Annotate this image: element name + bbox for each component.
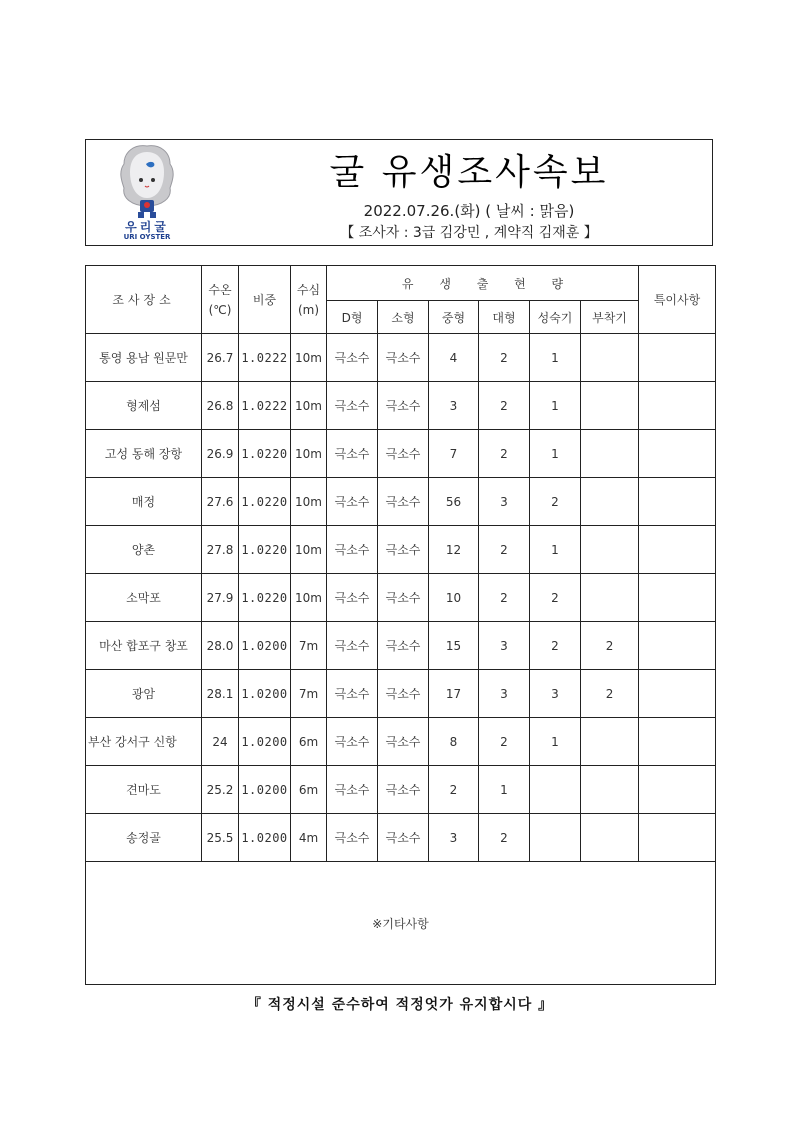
page-title: 굴 유생조사속보 <box>329 152 609 193</box>
attached-cell: 2 <box>581 670 639 718</box>
header-medium: 중형 <box>429 301 479 334</box>
attached-cell <box>581 766 639 814</box>
specific-gravity-cell: 1.0220 <box>239 478 291 526</box>
mature-cell: 1 <box>530 526 581 574</box>
attached-cell <box>581 718 639 766</box>
depth-cell: 4m <box>291 814 327 862</box>
mature-cell: 1 <box>530 718 581 766</box>
specific-gravity-cell: 1.0200 <box>239 670 291 718</box>
specific-gravity-cell: 1.0220 <box>239 526 291 574</box>
attached-cell: 2 <box>581 622 639 670</box>
table-row <box>86 478 716 526</box>
d-type-cell: 극소수 <box>327 670 378 718</box>
header-depth <box>291 266 327 334</box>
small-cell: 극소수 <box>378 766 429 814</box>
d-type-cell: 극소수 <box>327 382 378 430</box>
water-temp-cell: 25.2 <box>202 766 239 814</box>
logo-text-english: URI OYSTER <box>123 233 171 241</box>
d-type-cell: 극소수 <box>327 334 378 382</box>
depth-cell: 7m <box>291 670 327 718</box>
special-notes-cell <box>639 382 716 430</box>
specific-gravity-cell: 1.0222 <box>239 334 291 382</box>
specific-gravity-cell: 1.0200 <box>239 814 291 862</box>
place-cell: 고성 동해 장항 <box>86 430 202 478</box>
attached-cell <box>581 478 639 526</box>
header-large: 대형 <box>479 301 530 334</box>
water-temp-cell: 26.8 <box>202 382 239 430</box>
depth-cell: 7m <box>291 622 327 670</box>
header-water-temp-unit: (℃) <box>208 302 232 317</box>
small-cell: 극소수 <box>378 478 429 526</box>
header-depth-unit: (m) <box>297 302 320 317</box>
mature-cell <box>530 814 581 862</box>
large-cell: 2 <box>479 718 530 766</box>
water-temp-cell: 26.9 <box>202 430 239 478</box>
mature-cell: 2 <box>530 574 581 622</box>
medium-cell: 8 <box>429 718 479 766</box>
special-notes-cell <box>639 526 716 574</box>
depth-cell: 10m <box>291 478 327 526</box>
header-row-1 <box>86 266 716 301</box>
other-notes-cell <box>86 862 716 985</box>
water-temp-cell: 27.9 <box>202 574 239 622</box>
special-notes-cell <box>639 814 716 862</box>
attached-cell <box>581 334 639 382</box>
water-temp-cell: 27.6 <box>202 478 239 526</box>
header-water-temp-label: 수온 <box>208 282 232 297</box>
small-cell: 극소수 <box>378 574 429 622</box>
large-cell: 2 <box>479 382 530 430</box>
water-temp-cell: 28.0 <box>202 622 239 670</box>
attached-cell <box>581 382 639 430</box>
depth-cell: 10m <box>291 430 327 478</box>
mature-cell: 1 <box>530 430 581 478</box>
table-row <box>86 382 716 430</box>
attached-cell <box>581 574 639 622</box>
table-row <box>86 574 716 622</box>
d-type-cell: 극소수 <box>327 574 378 622</box>
header-place: 조사장소 <box>86 266 202 334</box>
medium-cell: 56 <box>429 478 479 526</box>
place-cell: 견마도 <box>86 766 202 814</box>
d-type-cell: 극소수 <box>327 718 378 766</box>
depth-cell: 6m <box>291 766 327 814</box>
water-temp-cell: 27.8 <box>202 526 239 574</box>
depth-cell: 10m <box>291 574 327 622</box>
place-cell: 마산 합포구 창포 <box>86 622 202 670</box>
special-notes-cell <box>639 334 716 382</box>
specific-gravity-cell: 1.0222 <box>239 382 291 430</box>
header-special-notes: 특이사항 <box>639 266 716 334</box>
large-cell: 3 <box>479 622 530 670</box>
specific-gravity-cell: 1.0200 <box>239 622 291 670</box>
mature-cell: 2 <box>530 622 581 670</box>
water-temp-cell: 28.1 <box>202 670 239 718</box>
depth-cell: 6m <box>291 718 327 766</box>
specific-gravity-cell: 1.0200 <box>239 718 291 766</box>
larvae-survey-table <box>85 265 716 985</box>
table-row <box>86 430 716 478</box>
place-cell: 광암 <box>86 670 202 718</box>
logo-text-korean: 우리굴 <box>125 220 169 234</box>
table-row <box>86 718 716 766</box>
table-row <box>86 814 716 862</box>
oyster-mascot-icon <box>110 142 184 220</box>
table-row <box>86 766 716 814</box>
attached-cell <box>581 814 639 862</box>
header-d-type: D형 <box>327 301 378 334</box>
large-cell: 3 <box>479 478 530 526</box>
table-row <box>86 670 716 718</box>
header-water-temp <box>202 266 239 334</box>
depth-cell: 10m <box>291 526 327 574</box>
water-temp-cell: 24 <box>202 718 239 766</box>
special-notes-cell <box>639 478 716 526</box>
place-cell: 양촌 <box>86 526 202 574</box>
d-type-cell: 극소수 <box>327 478 378 526</box>
d-type-cell: 극소수 <box>327 814 378 862</box>
header-attached: 부착기 <box>581 301 639 334</box>
large-cell: 2 <box>479 574 530 622</box>
header-larvae-group: 유 생 출 현 량 <box>327 266 639 301</box>
header-depth-label: 수심 <box>296 282 321 297</box>
large-cell: 2 <box>479 526 530 574</box>
small-cell: 극소수 <box>378 430 429 478</box>
table-body <box>86 334 716 862</box>
mature-cell: 3 <box>530 670 581 718</box>
medium-cell: 7 <box>429 430 479 478</box>
large-cell: 2 <box>479 814 530 862</box>
medium-cell: 15 <box>429 622 479 670</box>
special-notes-cell <box>639 670 716 718</box>
place-cell: 소막포 <box>86 574 202 622</box>
date-weather-line: 2022.07.26.(화) ( 날씨 : 맑음) <box>363 202 575 220</box>
special-notes-cell <box>639 574 716 622</box>
footer-slogan: 『 적정시설 준수하여 적정엇가 유지합시다 』 <box>246 997 554 1013</box>
mature-cell: 1 <box>530 382 581 430</box>
mature-cell <box>530 766 581 814</box>
water-temp-cell: 25.5 <box>202 814 239 862</box>
small-cell: 극소수 <box>378 382 429 430</box>
other-notes-row <box>86 862 716 985</box>
small-cell: 극소수 <box>378 334 429 382</box>
d-type-cell: 극소수 <box>327 526 378 574</box>
medium-cell: 3 <box>429 382 479 430</box>
uri-oyster-logo <box>110 142 184 244</box>
large-cell: 2 <box>479 334 530 382</box>
place-cell: 부산 강서구 신항 <box>86 718 202 766</box>
specific-gravity-cell: 1.0220 <box>239 430 291 478</box>
place-cell: 매정 <box>86 478 202 526</box>
depth-cell: 10m <box>291 334 327 382</box>
large-cell: 2 <box>479 430 530 478</box>
other-notes-label: ※기타사항 <box>372 916 429 931</box>
special-notes-cell <box>639 718 716 766</box>
table-row <box>86 622 716 670</box>
attached-cell <box>581 526 639 574</box>
large-cell: 1 <box>479 766 530 814</box>
surveyor-line: 【 조사자 : 3급 김강민 , 계약직 김재훈 】 <box>340 225 598 241</box>
header-specific-gravity: 비중 <box>239 266 291 334</box>
attached-cell <box>581 430 639 478</box>
medium-cell: 12 <box>429 526 479 574</box>
medium-cell: 17 <box>429 670 479 718</box>
small-cell: 극소수 <box>378 718 429 766</box>
d-type-cell: 극소수 <box>327 622 378 670</box>
small-cell: 극소수 <box>378 670 429 718</box>
medium-cell: 10 <box>429 574 479 622</box>
place-cell: 형제섬 <box>86 382 202 430</box>
place-cell: 송정골 <box>86 814 202 862</box>
small-cell: 극소수 <box>378 814 429 862</box>
special-notes-cell <box>639 766 716 814</box>
table-row <box>86 334 716 382</box>
special-notes-cell <box>639 430 716 478</box>
report-title-box <box>85 139 713 246</box>
specific-gravity-cell: 1.0220 <box>239 574 291 622</box>
small-cell: 극소수 <box>378 526 429 574</box>
mature-cell: 2 <box>530 478 581 526</box>
medium-cell: 3 <box>429 814 479 862</box>
d-type-cell: 극소수 <box>327 430 378 478</box>
medium-cell: 4 <box>429 334 479 382</box>
d-type-cell: 극소수 <box>327 766 378 814</box>
medium-cell: 2 <box>429 766 479 814</box>
header-small: 소형 <box>378 301 429 334</box>
small-cell: 극소수 <box>378 622 429 670</box>
depth-cell: 10m <box>291 382 327 430</box>
special-notes-cell <box>639 622 716 670</box>
header-mature: 성숙기 <box>530 301 581 334</box>
mature-cell: 1 <box>530 334 581 382</box>
place-cell: 통영 용남 원문만 <box>86 334 202 382</box>
water-temp-cell: 26.7 <box>202 334 239 382</box>
table-row <box>86 526 716 574</box>
specific-gravity-cell: 1.0200 <box>239 766 291 814</box>
large-cell: 3 <box>479 670 530 718</box>
